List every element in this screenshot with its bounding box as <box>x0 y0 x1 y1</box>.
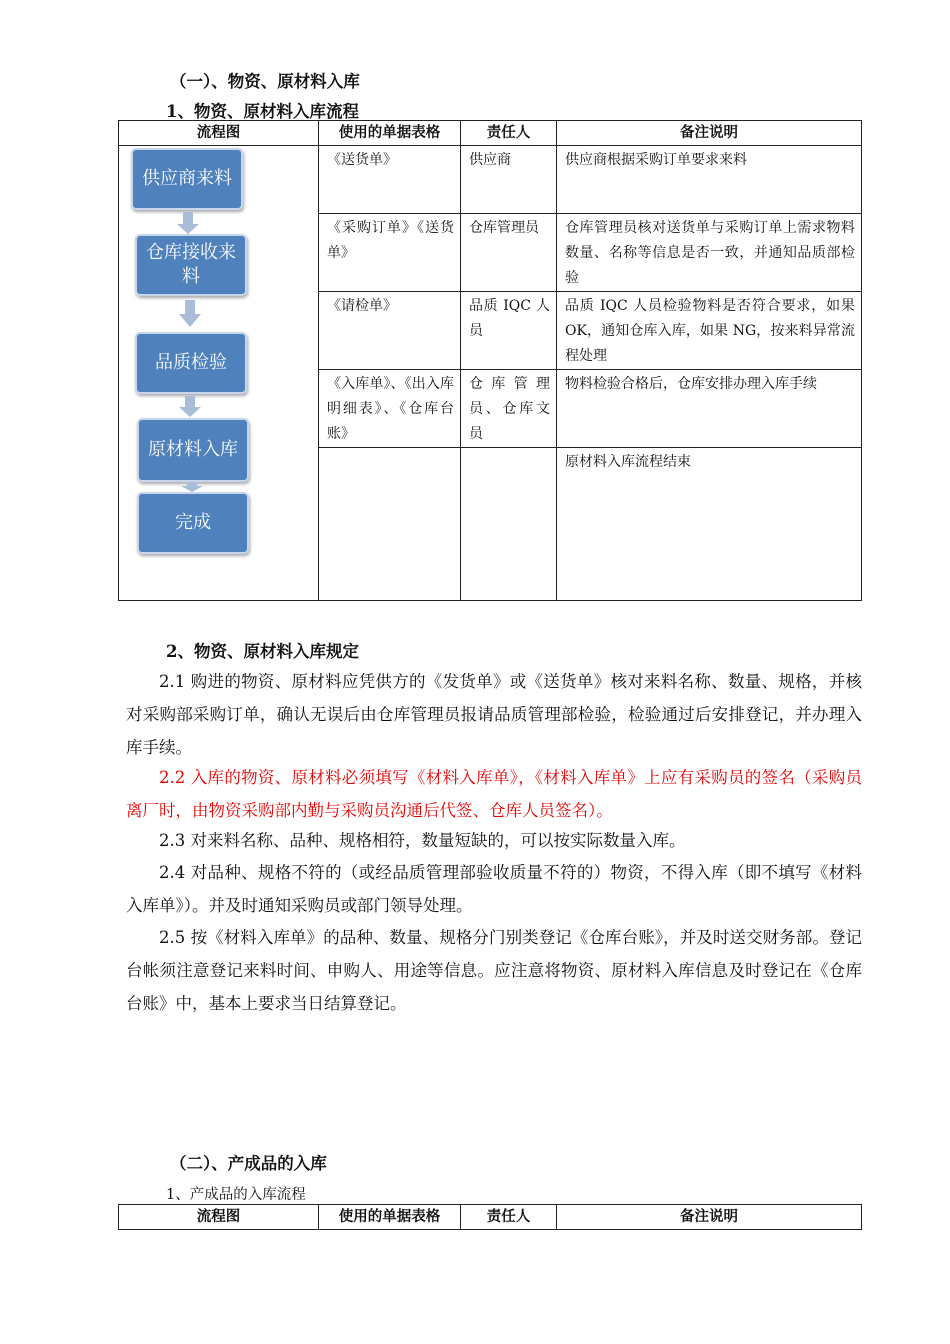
row4-owner: 仓库管理员、仓库文员 <box>461 370 557 448</box>
header-owner: 责任人 <box>461 121 557 146</box>
section2-flow-title: 1、产成品的入库流程 <box>166 1187 306 1203</box>
table-header-row <box>119 1205 862 1230</box>
down-arrow-icon <box>181 482 203 492</box>
down-arrow-icon <box>179 300 201 328</box>
row3-forms: 《请检单》 <box>319 292 461 370</box>
header-flowchart: 流程图 <box>119 121 319 146</box>
row4-note: 物料检验合格后，仓库安排办理入库手续 <box>557 370 862 448</box>
row5-note: 原材料入库流程结束 <box>557 448 862 601</box>
row5-forms <box>319 448 461 601</box>
down-arrow-icon <box>179 396 201 418</box>
table-header-row <box>119 121 862 146</box>
flowchart <box>119 146 319 594</box>
section1-flow-title: 1、物资、原材料入库流程 <box>166 102 359 121</box>
row3-note: 品质 IQC 人员检验物料是否符合要求，如果 OK，通知仓库入库，如果 NG，按来料异常流程处理 <box>557 292 862 370</box>
header-forms: 使用的单据表格 <box>319 1205 461 1230</box>
row1-note: 供应商根据采购订单要求来料 <box>557 146 862 214</box>
rule-2-3: 2.3 对来料名称、品种、规格相符，数量短缺的，可以按实际数量入库。 <box>159 831 686 850</box>
flow-step-supplier: 供应商来料 <box>131 148 243 210</box>
row1-forms: 《送货单》 <box>319 146 461 214</box>
flow-step-inspection: 品质检验 <box>135 332 247 394</box>
rule-2-2: 2.2 入库的物资、原材料必须填写《材料入库单》，《材料入库单》上应有采购员的签名（采购员离厂时，由物资采购部内勤与采购员沟通后代签、仓库人员签名）。 <box>126 768 862 820</box>
row2-note: 仓库管理员核对送货单与采购订单上需求物料数量、名称等信息是否一致，并通知品质部检验 <box>557 214 862 292</box>
row2-owner: 仓库管理员 <box>461 214 557 292</box>
rule-2-5: 2.5 按《材料入库单》的品种、数量、规格分门别类登记《仓库台账》，并及时送交财务部。登记台帐须注意登记来料时间、申购人、用途等信息。应注意将物资、原材料入库信息及时登记在《仓库台账》中，基本上要求当日结算登记。 <box>126 928 862 1013</box>
row2-forms: 《采购订单》《送货单》 <box>319 214 461 292</box>
flow-step-receive: 仓库接收来料 <box>135 234 247 296</box>
row4-forms: 《入库单》、《出入库明细表》、《仓库台账》 <box>319 370 461 448</box>
header-forms: 使用的单据表格 <box>319 121 461 146</box>
row3-owner: 品质 IQC 人员 <box>461 292 557 370</box>
section1-title: （一）、物资、原材料入库 <box>170 72 360 91</box>
header-owner: 责任人 <box>461 1205 557 1230</box>
product-flow-table <box>118 1204 862 1230</box>
flow-step-complete: 完成 <box>137 492 249 554</box>
flow-step-warehouse-in: 原材料入库 <box>137 418 249 482</box>
header-flowchart: 流程图 <box>119 1205 319 1230</box>
rules-title: 2、物资、原材料入库规定 <box>166 642 359 661</box>
row1-owner: 供应商 <box>461 146 557 214</box>
flowchart-cell <box>119 146 319 601</box>
table-row <box>119 146 862 214</box>
rule-2-4: 2.4 对品种、规格不符的（或经品质管理部验收质量不符的）物资，不得入库（即不填写《材料入库单》）。并及时通知采购员或部门领导处理。 <box>126 863 862 915</box>
down-arrow-icon <box>177 212 199 234</box>
row5-owner <box>461 448 557 601</box>
header-notes: 备注说明 <box>557 1205 862 1230</box>
section2-title: （二）、产成品的入库 <box>170 1154 327 1173</box>
inbound-flow-table <box>118 120 862 601</box>
header-notes: 备注说明 <box>557 121 862 146</box>
rule-2-1: 2.1 购进的物资、原材料应凭供方的《发货单》或《送货单》核对来料名称、数量、规格，并核对采购部采购订单，确认无误后由仓库管理员报请品质管理部检验，检验通过后安排登记，并办理入库手续。 <box>126 672 862 757</box>
